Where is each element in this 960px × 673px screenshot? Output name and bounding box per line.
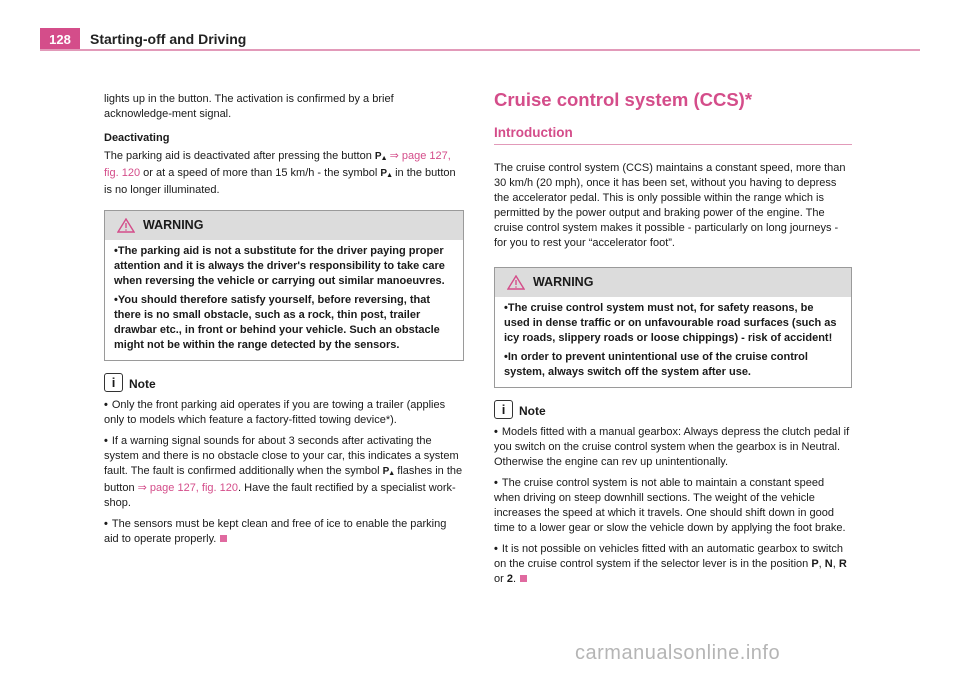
warning-header: WARNING <box>495 268 851 297</box>
header-divider <box>40 49 920 51</box>
parking-aid-symbol-icon: P▲ <box>382 466 395 477</box>
warning-box-ccs <box>494 267 852 388</box>
page-title: Starting-off and Driving <box>90 31 247 47</box>
intro-paragraph: lights up in the button. The activation is confirmed by a brief acknowledge-ment signal. <box>104 93 394 120</box>
note-header: i Note <box>104 373 464 392</box>
warning-body <box>105 240 463 360</box>
warning-item: •In order to prevent unintentional use of the cruise control system, always switch off the system after use. <box>504 351 808 378</box>
parking-aid-symbol-icon: P▲ <box>380 168 393 179</box>
deactivating-paragraph: The parking aid is deactivated after pressing the button P▲ ⇒ page 127, fig. 120 or at a speed of more than 15 km/h - the symbol P▲ in the button is no longer illuminated. <box>104 150 456 196</box>
note-item: • It is not possible on vehicles fitted with an automatic gearbox to switch on the cruise control system if the selector lever is in the position P, N, R or 2. <box>494 543 847 585</box>
note-item: • The cruise control system is not able to maintain a constant speed when driving on steep downhill sections. The weight of the vehicle increases the speed at which it travels. One should shift down in good time to a lower gear or slow the vehicle down by applying the foot brake. <box>494 477 846 534</box>
deactivating-heading: Deactivating <box>104 132 170 144</box>
warning-triangle-icon <box>507 275 525 290</box>
section-end-marker-icon <box>220 535 227 542</box>
note-item: • Models fitted with a manual gearbox: Always depress the clutch pedal if you switch on the cruise control system when the gearbox is in Neutral. Otherwise the engine can rev up unintentionally. <box>494 426 850 468</box>
note-info-icon: i <box>494 400 513 419</box>
note-info-icon: i <box>104 373 123 392</box>
warning-item: •The cruise control system must not, for safety reasons, be used in dense traffic or on unfavourable road surfaces (such as icy roads, slippery roads or loose chippings) - risk of accident! <box>504 302 837 344</box>
left-column <box>104 92 464 553</box>
note-header: i Note <box>494 400 852 419</box>
note-item: • The sensors must be kept clean and free of ice to enable the parking aid to operate properly. <box>104 518 447 545</box>
right-column <box>494 89 852 593</box>
warning-item: •The parking aid is not a substitute for the driver paying proper attention and it is always the driver's responsibility to take care when reversing the vehicle or carrying out similar manoeuvres. <box>114 245 445 287</box>
page-number: 128 <box>40 28 80 50</box>
ccs-intro-paragraph: The cruise control system (CCS) maintains a constant speed, more than 30 km/h (20 mph), once it has been set, without you having to depress the accelerator pedal. This is only possible within the range which is permitted by the power output and braking power of the engine. The cruise control system makes it possible - particularly on long journeys - for you to rest your “accelerator foot”. <box>494 162 846 249</box>
parking-aid-symbol-icon: P▲ <box>374 151 387 162</box>
section-title: Cruise control system (CCS)* <box>494 89 753 110</box>
subsection-title-wrap <box>494 125 852 145</box>
warning-body <box>495 297 851 387</box>
note-item: • If a warning signal sounds for about 3 seconds after activating the system and there is no obstacle close to your car, this indicates a system fault. The fault is confirmed additionally when the symbol P▲ flashes in the button ⇒ page 127, fig. 120. Have the fault rectified by a specialist work-shop. <box>104 435 463 509</box>
warning-box-parking <box>104 210 464 361</box>
section-end-marker-icon <box>520 575 527 582</box>
page-ref-link[interactable]: ⇒ page 127, fig. 120 <box>137 482 239 494</box>
watermark: carmanualsonline.info <box>575 642 781 664</box>
warning-item: •You should therefore satisfy yourself, before reversing, that there is no small obstacle, such as a rock, thin post, trailer drawbar etc., in front or behind your vehicle. Such an obstacle might not be within the range detected by the sensors. <box>114 294 440 351</box>
note-item: • Only the front parking aid operates if you are towing a trailer (applies only to models which feature a factory-fitted towing device*). <box>104 399 446 426</box>
warning-triangle-icon <box>117 218 135 233</box>
subsection-title: Introduction <box>494 125 852 145</box>
page-ref-link[interactable]: ⇒ page 127, fig. 120 <box>104 150 451 179</box>
warning-header: WARNING <box>105 211 463 240</box>
